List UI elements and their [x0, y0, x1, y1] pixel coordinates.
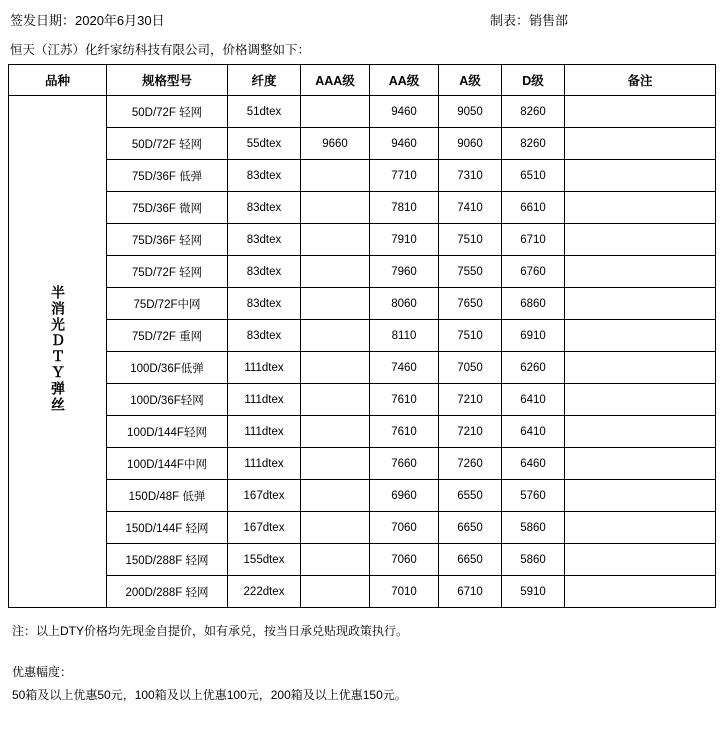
cell-fiber: 111dtex	[228, 384, 301, 416]
cell-a: 7260	[439, 448, 502, 480]
cell-aa: 7060	[370, 544, 439, 576]
table-row	[9, 576, 716, 608]
cell-aaa	[301, 512, 370, 544]
cell-aaa	[301, 384, 370, 416]
company-subtitle: 恒天（江苏）化纤家纺科技有限公司，价格调整如下：	[10, 43, 311, 57]
cell-fiber: 111dtex	[228, 448, 301, 480]
category-cell	[9, 96, 107, 608]
cell-aa: 7460	[370, 352, 439, 384]
cell-spec: 50D/72F 轻网	[107, 96, 228, 128]
cell-spec: 150D/288F 轻网	[107, 544, 228, 576]
cell-aaa	[301, 448, 370, 480]
price-table	[8, 64, 716, 608]
cell-d: 8260	[502, 96, 565, 128]
column-header-category: 品种	[9, 65, 107, 96]
cell-fiber: 155dtex	[228, 544, 301, 576]
table-row	[9, 192, 716, 224]
cell-aa: 7060	[370, 512, 439, 544]
cell-aa: 7960	[370, 256, 439, 288]
cell-fiber: 111dtex	[228, 416, 301, 448]
cell-fiber: 167dtex	[228, 512, 301, 544]
cell-d: 6510	[502, 160, 565, 192]
cell-a: 7550	[439, 256, 502, 288]
column-header-fiber: 纤度	[228, 65, 301, 96]
cell-d: 6760	[502, 256, 565, 288]
column-header-spec: 规格型号	[107, 65, 228, 96]
cell-fiber: 167dtex	[228, 480, 301, 512]
cell-fiber: 83dtex	[228, 288, 301, 320]
cell-spec: 75D/72F 重网	[107, 320, 228, 352]
column-header-a-grade: A级	[439, 65, 502, 96]
table-row	[9, 352, 716, 384]
promotion-detail: 50箱及以上优惠50元，100箱及以上优惠100元，200箱及以上优惠150元。	[12, 687, 407, 702]
cell-fiber: 83dtex	[228, 320, 301, 352]
cell-a: 7310	[439, 160, 502, 192]
cell-fiber: 83dtex	[228, 256, 301, 288]
cell-aa: 7010	[370, 576, 439, 608]
cell-aa: 7610	[370, 416, 439, 448]
cell-a: 7050	[439, 352, 502, 384]
issue-date: 签发日期：2020年6月30日	[10, 13, 165, 28]
table-row	[9, 416, 716, 448]
cell-aaa	[301, 224, 370, 256]
column-header-aa-grade: AA级	[370, 65, 439, 96]
cell-aa: 7710	[370, 160, 439, 192]
cell-aaa	[301, 416, 370, 448]
category-label: 半消光ＤＴＹ弹丝	[50, 284, 66, 413]
table-row	[9, 224, 716, 256]
cell-a: 6650	[439, 544, 502, 576]
cell-d: 6260	[502, 352, 565, 384]
cell-d: 5860	[502, 512, 565, 544]
cell-spec: 150D/144F 轻网	[107, 512, 228, 544]
cell-aa: 9460	[370, 128, 439, 160]
cell-spec: 100D/36F低弹	[107, 352, 228, 384]
table-row	[9, 512, 716, 544]
preparing-department: 制表：销售部	[490, 13, 569, 28]
cell-fiber: 83dtex	[228, 160, 301, 192]
cell-d: 6910	[502, 320, 565, 352]
cell-aa: 9460	[370, 96, 439, 128]
cell-spec: 200D/288F 轻网	[107, 576, 228, 608]
cell-spec: 75D/72F中网	[107, 288, 228, 320]
column-header-aaa-grade: AAA级	[301, 65, 370, 96]
cell-fiber: 111dtex	[228, 352, 301, 384]
cell-remark	[565, 256, 716, 288]
column-header-d-grade: D级	[502, 65, 565, 96]
cell-remark	[565, 192, 716, 224]
table-row	[9, 96, 716, 128]
cell-remark	[565, 480, 716, 512]
cell-fiber: 222dtex	[228, 576, 301, 608]
promotion-title: 优惠幅度：	[12, 665, 73, 679]
cell-d: 6460	[502, 448, 565, 480]
cell-spec: 50D/72F 轻网	[107, 128, 228, 160]
cell-fiber: 83dtex	[228, 224, 301, 256]
cell-aa: 8110	[370, 320, 439, 352]
cell-aaa	[301, 480, 370, 512]
cell-a: 6710	[439, 576, 502, 608]
cell-remark	[565, 288, 716, 320]
cell-a: 7650	[439, 288, 502, 320]
table-row	[9, 544, 716, 576]
cell-spec: 75D/36F 轻网	[107, 224, 228, 256]
column-header-remark: 备注	[565, 65, 716, 96]
cell-aa: 7660	[370, 448, 439, 480]
cell-d: 8260	[502, 128, 565, 160]
cell-d: 6710	[502, 224, 565, 256]
table-body	[9, 96, 716, 608]
cell-remark	[565, 512, 716, 544]
table-row	[9, 288, 716, 320]
cell-spec: 100D/144F轻网	[107, 416, 228, 448]
cell-a: 7210	[439, 384, 502, 416]
promotion-block	[6, 639, 714, 707]
cell-a: 6550	[439, 480, 502, 512]
cell-remark	[565, 128, 716, 160]
cell-a: 7410	[439, 192, 502, 224]
cell-a: 9050	[439, 96, 502, 128]
cell-aaa	[301, 544, 370, 576]
cell-aaa	[301, 256, 370, 288]
document-header	[6, 8, 714, 36]
payment-note: 注：以上DTY价格均先现金自提价，如有承兑，按当日承兑贴现政策执行。	[12, 624, 409, 638]
cell-remark	[565, 416, 716, 448]
cell-d: 6610	[502, 192, 565, 224]
cell-remark	[565, 224, 716, 256]
cell-spec: 150D/48F 低弹	[107, 480, 228, 512]
cell-spec: 100D/144F中网	[107, 448, 228, 480]
cell-aaa: 9660	[301, 128, 370, 160]
cell-remark	[565, 320, 716, 352]
table-head	[9, 65, 716, 96]
cell-aaa	[301, 352, 370, 384]
cell-remark	[565, 160, 716, 192]
cell-d: 6860	[502, 288, 565, 320]
cell-remark	[565, 544, 716, 576]
table-row	[9, 160, 716, 192]
cell-remark	[565, 576, 716, 608]
cell-d: 5860	[502, 544, 565, 576]
table-row	[9, 320, 716, 352]
cell-a: 7210	[439, 416, 502, 448]
cell-aa: 8060	[370, 288, 439, 320]
cell-a: 9060	[439, 128, 502, 160]
table-row	[9, 384, 716, 416]
cell-aaa	[301, 576, 370, 608]
cell-remark	[565, 448, 716, 480]
cell-spec: 75D/72F 轻网	[107, 256, 228, 288]
cell-aaa	[301, 288, 370, 320]
cell-spec: 75D/36F 低弹	[107, 160, 228, 192]
cell-spec: 100D/36F轻网	[107, 384, 228, 416]
cell-aaa	[301, 160, 370, 192]
table-row	[9, 448, 716, 480]
cell-spec: 75D/36F 微网	[107, 192, 228, 224]
cell-fiber: 51dtex	[228, 96, 301, 128]
cell-aa: 7610	[370, 384, 439, 416]
table-row	[9, 256, 716, 288]
cell-d: 5760	[502, 480, 565, 512]
cell-d: 5910	[502, 576, 565, 608]
table-row	[9, 128, 716, 160]
table-row	[9, 480, 716, 512]
cell-aaa	[301, 320, 370, 352]
cell-aaa	[301, 96, 370, 128]
cell-aa: 6960	[370, 480, 439, 512]
cell-aa: 7910	[370, 224, 439, 256]
table-header-row	[9, 65, 716, 96]
cell-aaa	[301, 192, 370, 224]
cell-a: 6650	[439, 512, 502, 544]
cell-remark	[565, 96, 716, 128]
cell-d: 6410	[502, 416, 565, 448]
cell-a: 7510	[439, 320, 502, 352]
cell-remark	[565, 384, 716, 416]
cell-fiber: 55dtex	[228, 128, 301, 160]
cell-d: 6410	[502, 384, 565, 416]
cell-fiber: 83dtex	[228, 192, 301, 224]
cell-a: 7510	[439, 224, 502, 256]
cell-aa: 7810	[370, 192, 439, 224]
cell-remark	[565, 352, 716, 384]
